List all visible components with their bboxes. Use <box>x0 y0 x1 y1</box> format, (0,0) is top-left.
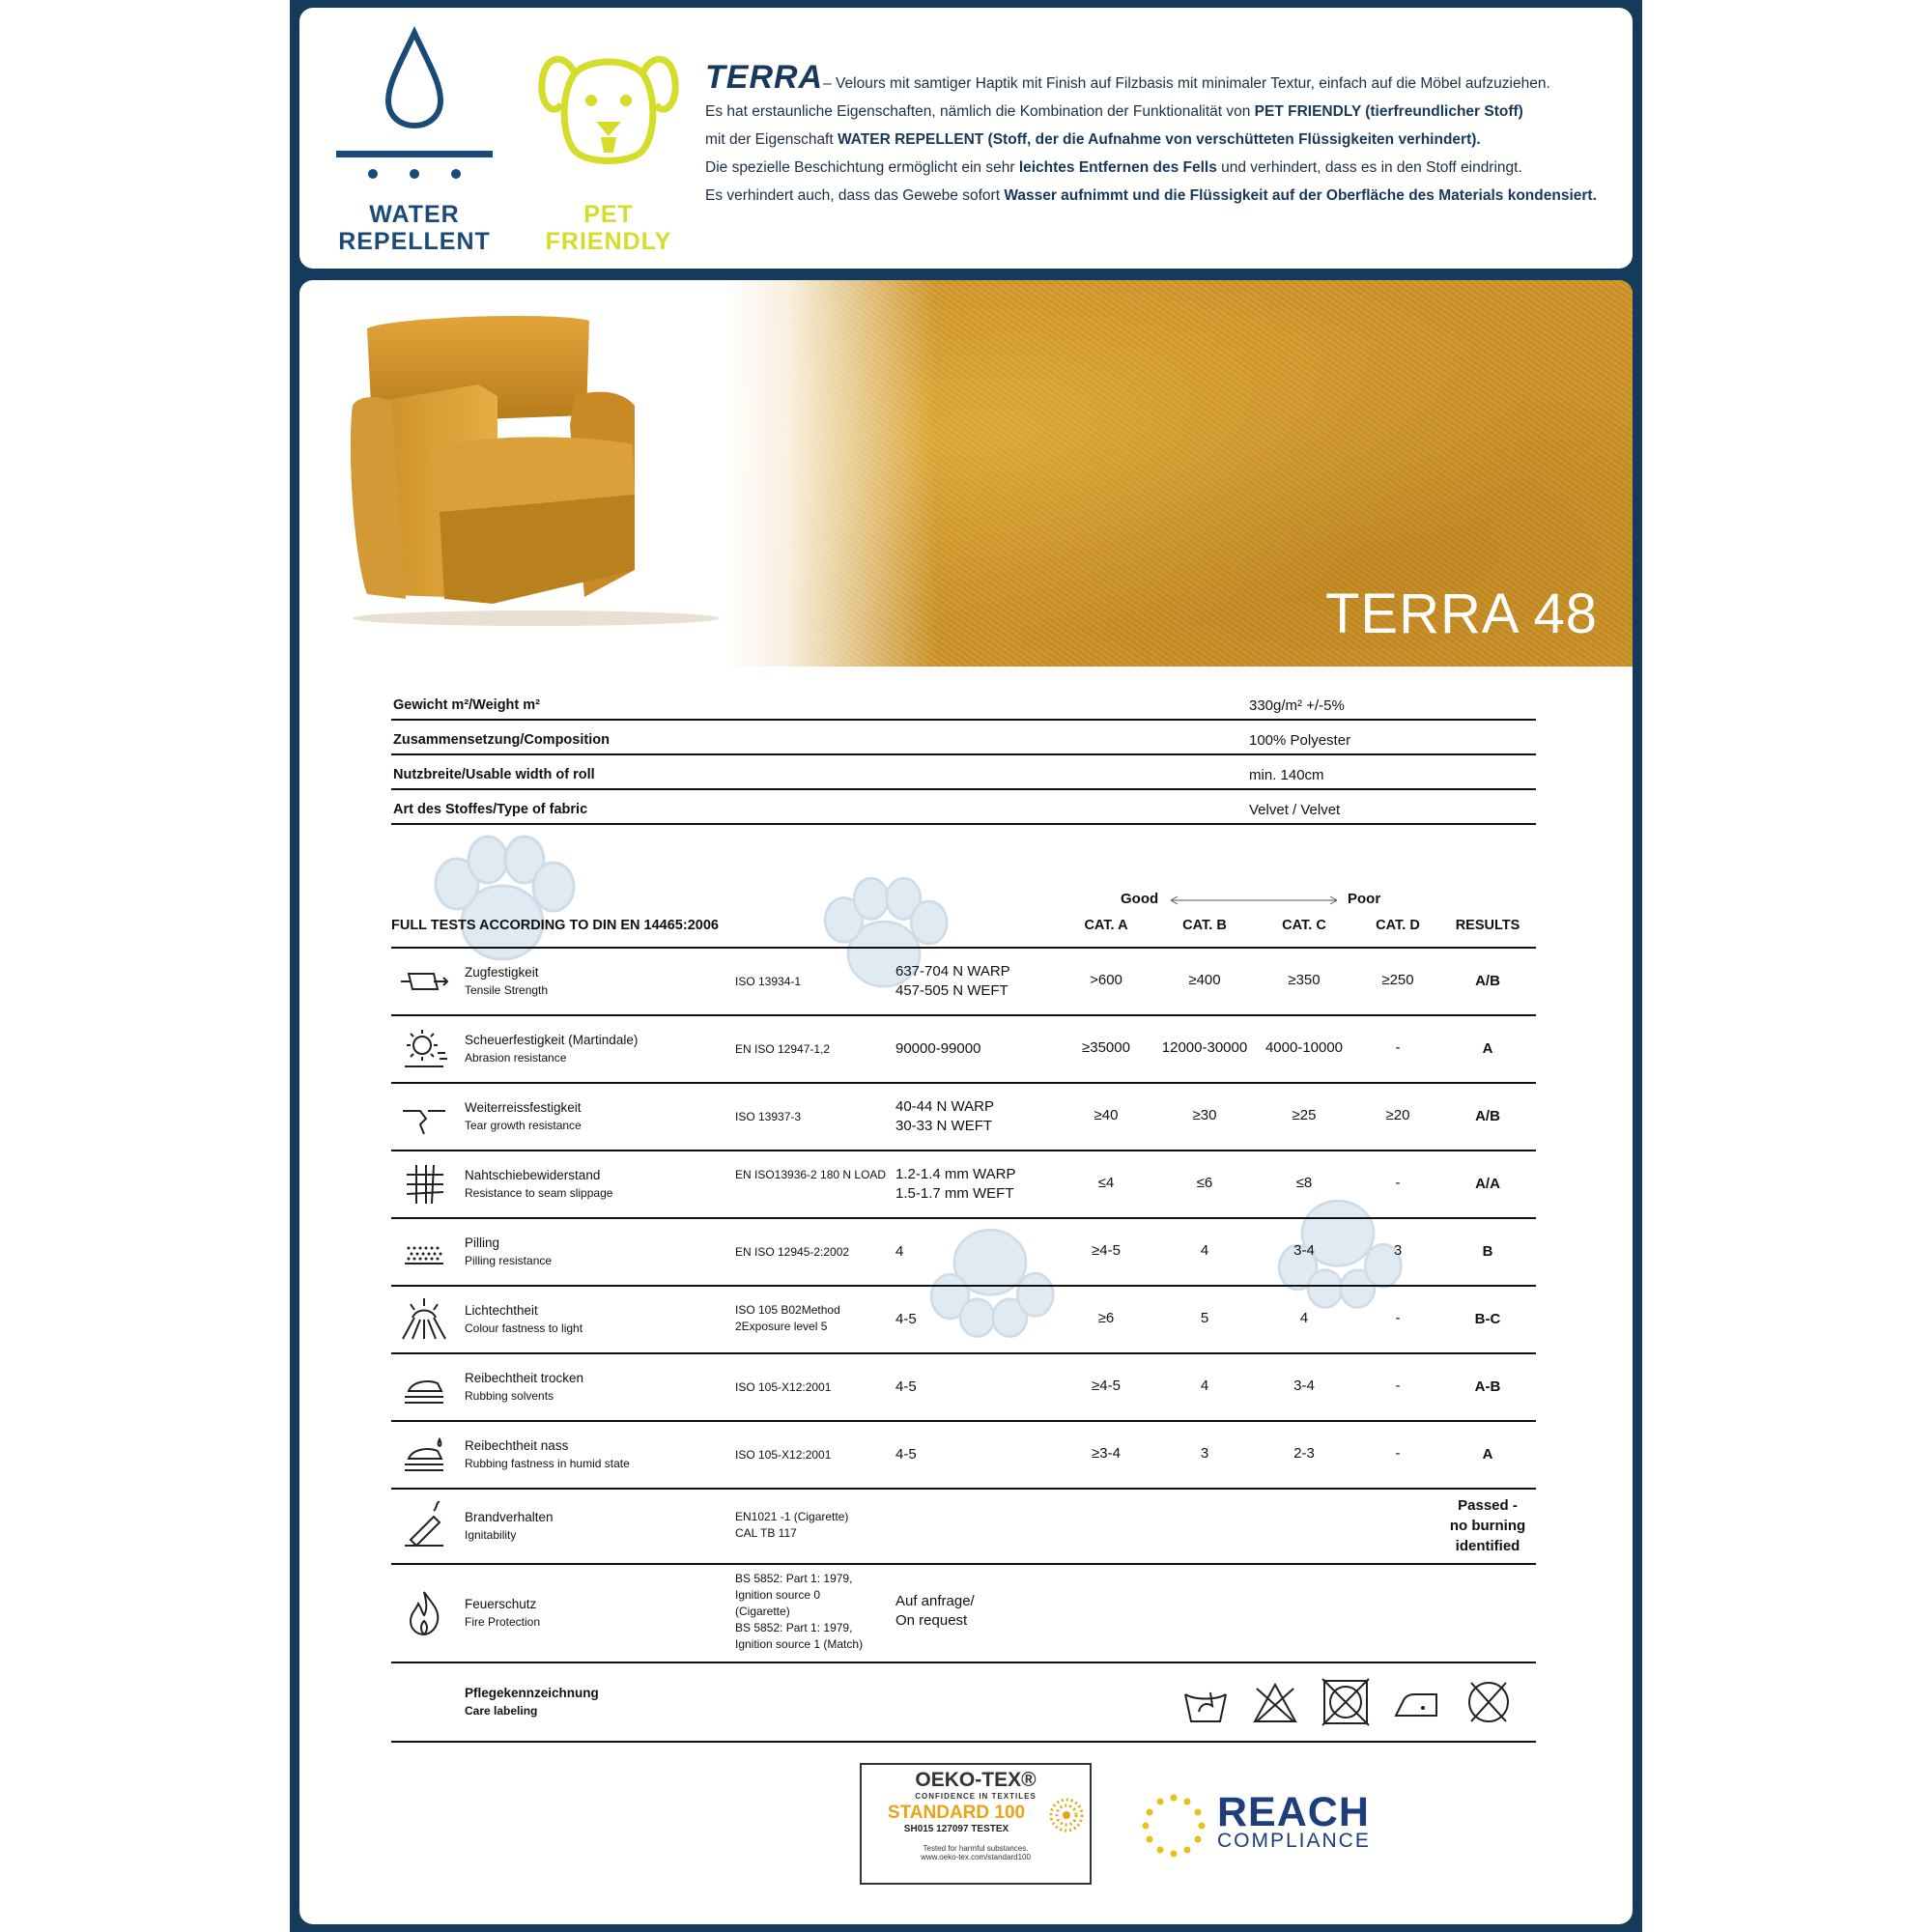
brand-name: TERRA <box>705 59 824 96</box>
spec-row: Zusammensetzung/Composition 100% Polyester <box>391 721 1536 755</box>
col-header-cat-a: CAT. A <box>1084 918 1128 933</box>
scale-poor: Poor <box>1348 891 1381 907</box>
table-row-fire-protection: Feuerschutz Fire Protection BS 5852: Part 1: 1979, Ignition source 0 (Cigarette) BS 5852: Part 1: 1979, Ignition source 1 (Match) Auf anfrage/ On request <box>391 1565 1536 1663</box>
table-row: Pilling Pilling resistance EN ISO 12945-2:2002 4 ≥4-5 4 3-4 3 B <box>391 1219 1536 1287</box>
description-line-2: Es hat erstaunliche Eigenschaften, nämlich die Kombination der Funktionalität von PET FRIENDLY (tierfreundlicher Stoff) <box>705 103 1523 120</box>
fabric-name: TERRA 48 <box>1325 582 1598 645</box>
table-row: Reibechtheit trocken Rubbing solvents ISO 105-X12:2001 4-5 ≥4-5 4 3-4 - A-B <box>391 1354 1536 1422</box>
table-row: Lichtechtheit Colour fastness to light ISO 105 B02Method 2Exposure level 5 4-5 ≥6 5 4 - B-C <box>391 1287 1536 1354</box>
spec-table <box>391 686 1536 825</box>
product-card <box>299 280 1633 1924</box>
description-line-1: TERRA– Velours mit samtiger Haptik mit Finish auf Filzbasis mit minimaler Textur, einfach auf die Möbel aufzuziehen. <box>705 59 1550 96</box>
dog-icon <box>536 44 681 175</box>
spec-row: Art des Stoffes/Type of fabric Velvet / Velvet <box>391 790 1536 825</box>
pilling-icon <box>399 1227 449 1277</box>
table-row-care: Pflegekennzeichnung Care labeling <box>391 1663 1536 1743</box>
col-header-cat-b: CAT. B <box>1182 918 1227 933</box>
reach-logo-subtitle: COMPLIANCE <box>1217 1830 1371 1852</box>
pet-friendly-label: PET FRIENDLY <box>545 201 672 255</box>
hand-wash-icon <box>1181 1679 1230 1727</box>
no-dry-clean-icon <box>1463 1677 1514 1727</box>
table-row-ignitability: Brandverhalten Ignitability EN1021 -1 (Cigarette) CAL TB 117 Passed - no burning identified <box>391 1490 1536 1565</box>
features-card <box>299 8 1633 269</box>
scale-arrow-icon <box>1167 895 1341 906</box>
description-line-3: mit der Eigenschaft WATER REPELLENT (Stoff, der die Aufnahme von verschütteten Flüssigkeiten verhindert). <box>705 131 1481 148</box>
abrasion-icon <box>399 1024 449 1074</box>
water-drop-icon <box>332 25 497 189</box>
tests-title: FULL TESTS ACCORDING TO DIN EN 14465:2006 <box>391 918 719 933</box>
table-row: Scheuerfestigkeit (Martindale) Abrasion resistance EN ISO 12947-1,2 90000-99000 ≥35000 12000-30000 4000-10000 - A <box>391 1016 1536 1084</box>
no-bleach-icon <box>1251 1679 1299 1727</box>
rubbing-wet-icon <box>399 1430 449 1480</box>
fabric-description <box>705 59 1613 210</box>
oeko-tex-logo: OEKO-TEX® CONFIDENCE IN TEXTILES STANDARD 100 SH015 127097 TESTEX Tested for harmful substances. www.oeko-tex.com/standard100 <box>860 1763 1092 1885</box>
table-row: Reibechtheit nass Rubbing fastness in humid state ISO 105-X12:2001 4-5 ≥3-4 3 2-3 - A <box>391 1422 1536 1490</box>
table-row: Zugfestigkeit Tensile Strength ISO 13934-1 637-704 N WARP 457-505 N WEFT >600 ≥400 ≥350 ≥250 A/B <box>391 949 1536 1016</box>
water-repellent-label: WATER REPELLENT <box>338 201 491 255</box>
col-header-results: RESULTS <box>1455 918 1520 933</box>
spec-row: Gewicht m²/Weight m² 330g/m² +/-5% <box>391 686 1536 721</box>
rubbing-dry-icon <box>399 1362 449 1412</box>
col-header-cat-c: CAT. C <box>1282 918 1326 933</box>
col-header-cat-d: CAT. D <box>1376 918 1420 933</box>
tests-table <box>391 947 1536 1743</box>
table-row: Nahtschiebewiderstand Resistance to seam slippage EN ISO13936-2 180 N LOAD 1.2-1.4 mm WARP 1.5-1.7 mm WEFT ≤4 ≤6 ≤8 - A/A <box>391 1151 1536 1219</box>
description-line-5: Es verhindert auch, dass das Gewebe sofort Wasser aufnimmt und die Flüssigkeit auf der Oberfläche des Materials kondensiert. <box>705 187 1597 204</box>
description-line-4: Die spezielle Beschichtung ermöglicht ein sehr leichtes Entfernen des Fells und verhindert, dass es in den Stoff eindringt. <box>705 159 1522 176</box>
light-icon <box>399 1294 449 1345</box>
fabric-fade <box>724 280 937 667</box>
scale-good: Good <box>1121 891 1159 907</box>
tensile-icon <box>399 956 449 1007</box>
flame-icon <box>399 1588 449 1638</box>
reach-logo-title: REACH <box>1217 1789 1370 1835</box>
iron-low-icon <box>1392 1681 1442 1723</box>
spec-row: Nutzbreite/Usable width of roll min. 140cm <box>391 755 1536 790</box>
eu-stars-icon <box>1140 1792 1208 1860</box>
armchair-image <box>333 309 729 628</box>
tear-icon <box>399 1092 449 1142</box>
table-row: Weiterreissfestigkeit Tear growth resistance ISO 13937-3 40-44 N WARP 30-33 N WEFT ≥40 ≥30 ≥25 ≥20 A/B <box>391 1084 1536 1151</box>
no-tumble-dry-icon <box>1321 1677 1371 1727</box>
cigarette-icon <box>399 1501 449 1551</box>
oeko-flower-icon <box>1047 1796 1086 1834</box>
seam-icon <box>399 1159 449 1209</box>
